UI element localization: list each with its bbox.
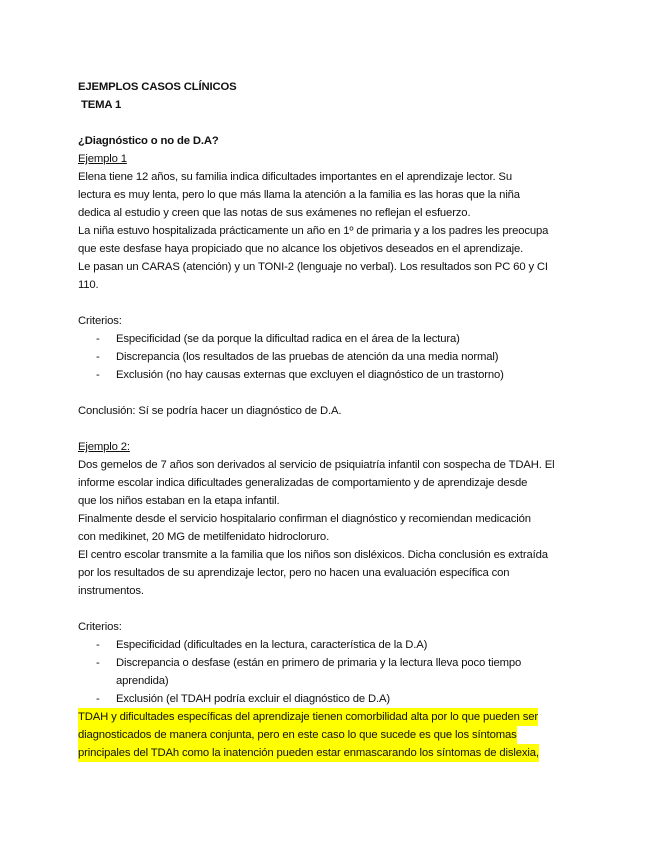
example2-line: instrumentos. bbox=[78, 585, 144, 597]
example2-line: por los resultados de su aprendizaje lector, pero no hacen una evaluación específica con bbox=[78, 567, 510, 579]
example2-criterion: - Especificidad (dificultades en la lectura, característica de la D.A) bbox=[96, 639, 428, 651]
document-body bbox=[78, 78, 578, 762]
question-heading: ¿Diagnóstico o no de D.A? bbox=[78, 135, 219, 147]
example2-line: informe escolar indica dificultades generalizadas de comportamiento y de aprendizaje desde bbox=[78, 477, 528, 489]
example2-line: Finalmente desde el servicio hospitalario confirman el diagnóstico y recomiendan medicación bbox=[78, 513, 531, 525]
example1-line: Le pasan un CARAS (atención) y un TONI-2 (lenguaje no verbal). Los resultados son PC 60 y CI bbox=[78, 261, 548, 273]
example1-criterion: - Exclusión (no hay causas externas que excluyen el diagnóstico de un trastorno) bbox=[96, 369, 504, 381]
document-title: EJEMPLOS CASOS CLÍNICOS bbox=[78, 81, 237, 93]
example1-line: lectura es muy lenta, pero lo que más llama la atención a la familia es las horas que la niña bbox=[78, 189, 520, 201]
example2-criterion: - Exclusión (el TDAH podría excluir el diagnóstico de D.A) bbox=[96, 693, 390, 705]
example1-conclusion: Conclusión: Sí se podría hacer un diagnóstico de D.A. bbox=[78, 405, 342, 417]
highlighted-line: principales del TDAh como la inatención pueden estar enmascarando los síntomas de dislexia, bbox=[78, 744, 578, 762]
example1-criterion: - Especificidad (se da porque la dificultad radica en el área de la lectura) bbox=[96, 333, 460, 345]
example1-line: 110. bbox=[78, 279, 99, 291]
example2-heading: Ejemplo 2: bbox=[78, 441, 130, 453]
highlighted-line: diagnosticados de manera conjunta, pero en este caso lo que sucede es que los síntomas bbox=[78, 726, 578, 744]
example2-criteria-label: Criterios: bbox=[78, 621, 122, 633]
example1-heading: Ejemplo 1 bbox=[78, 153, 127, 165]
example2-line: Dos gemelos de 7 años son derivados al servicio de psiquiatría infantil con sospecha de TDAH. El bbox=[78, 459, 555, 471]
highlighted-line: TDAH y dificultades específicas del aprendizaje tienen comorbilidad alta por lo que pueden ser bbox=[78, 708, 578, 726]
example1-criteria-label: Criterios: bbox=[78, 315, 122, 327]
example1-line: La niña estuvo hospitalizada prácticamente un año en 1º de primaria y a los padres les preocupa bbox=[78, 225, 549, 237]
example2-line: El centro escolar transmite a la familia que los niños son disléxicos. Dicha conclusión es extraída bbox=[78, 549, 548, 561]
example2-criterion-continuation: aprendida) bbox=[116, 675, 169, 687]
document-subtitle: TEMA 1 bbox=[81, 99, 122, 111]
example1-criterion: - Discrepancia (los resultados de las pruebas de atención da una media normal) bbox=[96, 351, 499, 363]
example2-line: que los niños estaban en la etapa infantil. bbox=[78, 495, 280, 507]
example2-criterion: - Discrepancia o desfase (están en primero de primaria y la lectura lleva poco tiempo bbox=[96, 657, 522, 669]
example2-line: con medikinet, 20 MG de metilfenidato hidrocloruro. bbox=[78, 531, 330, 543]
example1-line: Elena tiene 12 años, su familia indica dificultades importantes en el aprendizaje lector. Su bbox=[78, 171, 512, 183]
example1-line: que este desfase haya propiciado que no alcance los objetivos deseados en el aprendizaje. bbox=[78, 243, 524, 255]
example1-line: dedica al estudio y creen que las notas de sus exámenes no reflejan el esfuerzo. bbox=[78, 207, 471, 219]
